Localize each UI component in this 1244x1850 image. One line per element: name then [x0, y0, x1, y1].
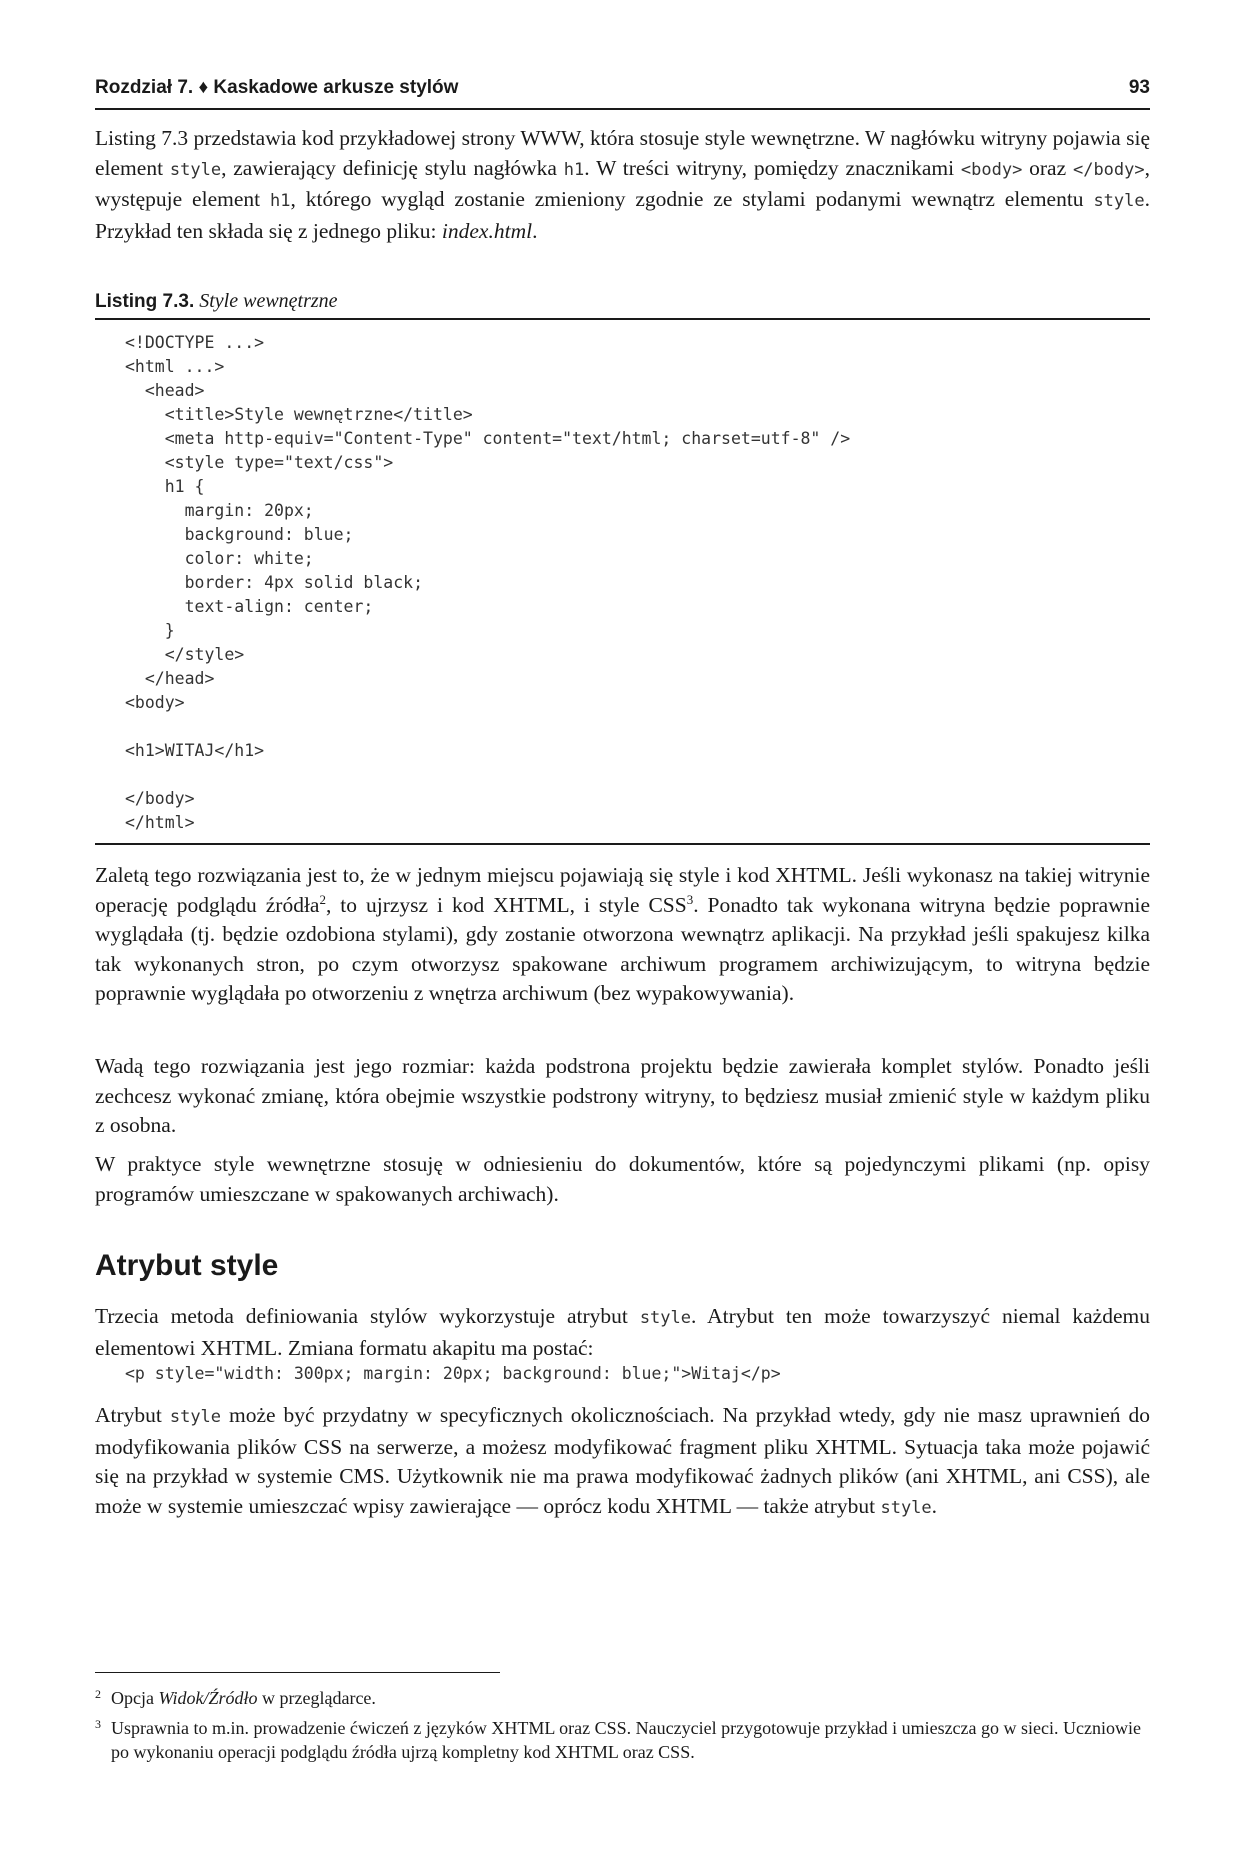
section-heading: Atrybut style — [95, 1249, 279, 1282]
chapter-title: Rozdział 7. ♦ Kaskadowe arkusze stylów — [95, 77, 459, 98]
inline-code: h1 — [563, 159, 585, 180]
text: . Ponadto tak wykonana witryna będzie poprawnie wyglądała (tj. będzie ozdobiona stylami), gdy zostanie otworzona wewnątrz aplikacji. Na przykład jeśli spakujesz kilka tak wykonanych stron, po czym otworzysz spakowane archiwum programem archiwizującym, to witryna będzie poprawnie wyglądała po otworzeniu z wnętrza archiwum (bez wypakowywania). — [95, 892, 1150, 1005]
inline-code: </body> — [1072, 159, 1145, 180]
listing-name: Style wewnętrzne — [199, 290, 338, 312]
text: . Atrybut ten może towarzyszyć niemal każdemu elementowi XHTML. Zmiana formatu akapitu ma postać: — [95, 1304, 1150, 1360]
footnote-rule — [95, 1672, 500, 1673]
text: oraz — [1022, 155, 1073, 180]
listing-code: <!DOCTYPE ...> <html ...> <head> <title>Style wewnętrzne</title> <meta http-equiv="Content-Type" content="text/html; charset=utf-8" /> <style type="text/css"> h1 { margin: 20px; background: blue; color: white; border: 4px solid black; text-align: center; } </style> </head> <body> <h1>WITAJ</h1> </body> </html> — [125, 333, 851, 832]
text: , którego wygląd zostanie zmieniony zgodnie ze stylami podanymi wewnątrz elementu — [290, 187, 1094, 211]
footnote-3 — [95, 1716, 1150, 1764]
text: , to ujrzysz i kod XHTML, i style CSS — [325, 892, 687, 917]
text: . Przykład ten składa się z jednego pliku: — [95, 187, 1150, 243]
footnote-ref: 3 — [686, 891, 694, 907]
file-name: index.html — [441, 218, 533, 243]
intro-paragraph — [95, 124, 1150, 246]
code-example: <p style="width: 300px; margin: 20px; background: blue;">Witaj</p> — [125, 1364, 781, 1383]
menu-path: Widok/Źródło — [158, 1688, 258, 1708]
running-header — [95, 77, 1150, 107]
paragraph-practice: W praktyce style wewnętrzne stosuję w odniesieniu do dokumentów, które są pojedynczymi plikami (np. opisy programów umieszczane w spakowanych archiwach). — [95, 1152, 1150, 1206]
text: . — [931, 1493, 938, 1518]
inline-code: <body> — [960, 159, 1023, 180]
text: . — [532, 218, 538, 243]
section-paragraph-2 — [95, 1401, 1150, 1523]
listing-caption — [95, 290, 1150, 313]
text: Listing 7.3 przedstawia kod przykładowej strony WWW, która stosuje style wewnętrzne. W nagłówku witryny pojawia się element — [95, 126, 1150, 180]
text: może być przydatny w specyficznych okolicznościach. Na przykład wtedy, gdy nie masz uprawnień do modyfikowania plików CSS na serwerze, a możesz modyfikować fragment pliku XHTML. Sytuacja taka może pojawić się na przykład w systemie CMS. Użytkownik nie ma prawa modyfikować żadnych plików (ani XHTML, ani CSS), ale może w systemie umieszczać wpisy zawierające — oprócz kodu XHTML — także atrybut — [95, 1403, 1150, 1518]
inline-code: style — [880, 1497, 932, 1518]
paragraph-advantage — [95, 861, 1150, 1009]
footnote-text: Usprawnia to m.in. prowadzenie ćwiczeń z języków XHTML oraz CSS. Nauczyciel przygotowuje przykład i umieszcza go w sieci. Uczniowie po wykonaniu operacji podglądu źródła ujrzą kompletny kod XHTML oraz CSS. — [111, 1718, 1141, 1762]
section-paragraph-1 — [95, 1302, 1150, 1363]
footnote-number: 3 — [95, 1717, 101, 1731]
text: , występuje element — [95, 155, 1150, 211]
listing-number: Listing 7.3. — [95, 291, 195, 312]
inline-code: h1 — [269, 191, 291, 211]
text: Atrybut — [95, 1403, 170, 1427]
header-rule — [95, 108, 1150, 110]
inline-code: style — [639, 1308, 691, 1328]
inline-code: style — [1093, 191, 1145, 211]
text: Trzecia metoda definiowania stylów wykorzystuje atrybut — [95, 1304, 640, 1328]
listing-bottom-rule — [95, 843, 1150, 845]
inline-code: style — [169, 1407, 222, 1427]
text: . W treści witryny, pomiędzy znacznikami — [584, 155, 961, 180]
footnote-number: 2 — [95, 1687, 101, 1701]
text: , zawierający definicję stylu nagłówka — [221, 155, 564, 180]
footnote-text: Opcja Widok/Źródło w przeglądarce. — [111, 1688, 376, 1708]
text: Zaletą tego rozwiązania jest to, że w jednym miejscu pojawiają się style i kod XHTML. Jeśli wykonasz na takiej witrynie operację podglądu źródła — [95, 863, 1150, 917]
footnote-2 — [95, 1686, 1150, 1710]
listing-top-rule — [95, 318, 1150, 320]
paragraph-disadvantage: Wadą tego rozwiązania jest jego rozmiar: każda podstrona projektu będzie zawierała komplet stylów. Ponadto jeśli zechcesz wykonać zmianę, która obejmie wszystkie podstrony witryny, to będziesz musiał zmienić style w każdym pliku z osobna. — [95, 1054, 1150, 1137]
page-number: 93 — [1128, 77, 1150, 98]
footnote-ref: 2 — [319, 891, 326, 907]
inline-code: style — [169, 159, 222, 180]
